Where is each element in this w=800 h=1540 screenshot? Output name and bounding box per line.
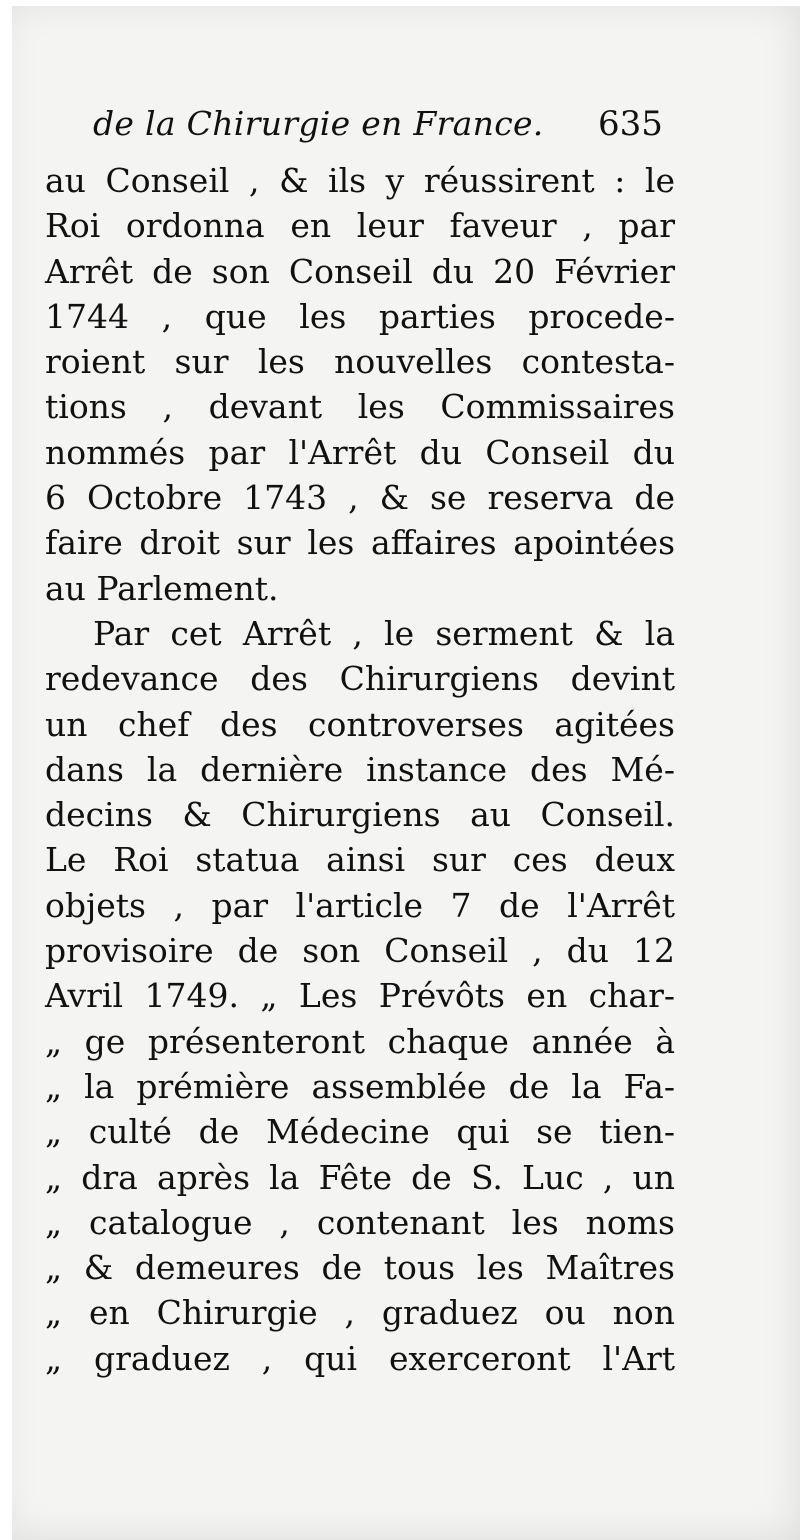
text-line: un chef des controverses agitées (45, 704, 675, 744)
text-line: 6 Octobre 1743 , & se reserva de (45, 478, 675, 518)
text-line: au Parlement. (45, 568, 279, 608)
text-line: „ graduez , qui exerceront l'Art (45, 1338, 675, 1378)
text-line: provisoire de son Conseil , du 12 (45, 931, 675, 971)
text-line: decins & Chirurgiens au Conseil. (45, 795, 675, 835)
text-line: Avril 1749. „ Les Prévôts en char- (45, 976, 675, 1016)
text-line: tions , devant les Commissaires (45, 387, 675, 427)
text-line: Arrêt de son Conseil du 20 Février (45, 251, 675, 291)
page-edge-top (0, 0, 800, 6)
text-line: „ dra après la Fête de S. Luc , un (45, 1157, 675, 1197)
text-line: dans la dernière instance des Mé- (45, 749, 675, 789)
text-line: Roi ordonna en leur faveur , par (45, 206, 675, 246)
text-line: objets , par l'article 7 de l'Arrêt (45, 885, 675, 925)
text-line: Le Roi statua ainsi sur ces deux (45, 840, 675, 880)
text-line: „ ge présenteront chaque année à (45, 1021, 675, 1061)
body-text (45, 158, 675, 1381)
running-title: de la Chirurgie en France. (93, 104, 544, 143)
text-line: au Conseil , & ils y réussirent : le (45, 161, 675, 200)
text-line: nommés par l'Arrêt du Conseil du (45, 432, 675, 472)
text-line: „ & demeures de tous les Maîtres (45, 1248, 675, 1288)
text-line: „ en Chirurgie , graduez ou non (45, 1293, 675, 1333)
page-number: 635 (598, 104, 663, 144)
text-line: Par cet Arrêt , le serment & la (93, 613, 675, 653)
text-line: roient sur les nouvelles contesta- (45, 342, 675, 382)
page-edge-left (0, 0, 12, 1540)
text-line: „ culté de Médecine qui se tien- (45, 1112, 675, 1152)
text-line: faire droit sur les affaires apointées (45, 523, 675, 563)
text-line: 1744 , que les parties procede- (45, 296, 675, 336)
page-header (93, 104, 673, 154)
text-line: redevance des Chirurgiens devint (45, 659, 675, 699)
text-line: „ catalogue , contenant les noms (45, 1202, 675, 1242)
text-line: „ la prémière assemblée de la Fa- (45, 1066, 675, 1106)
